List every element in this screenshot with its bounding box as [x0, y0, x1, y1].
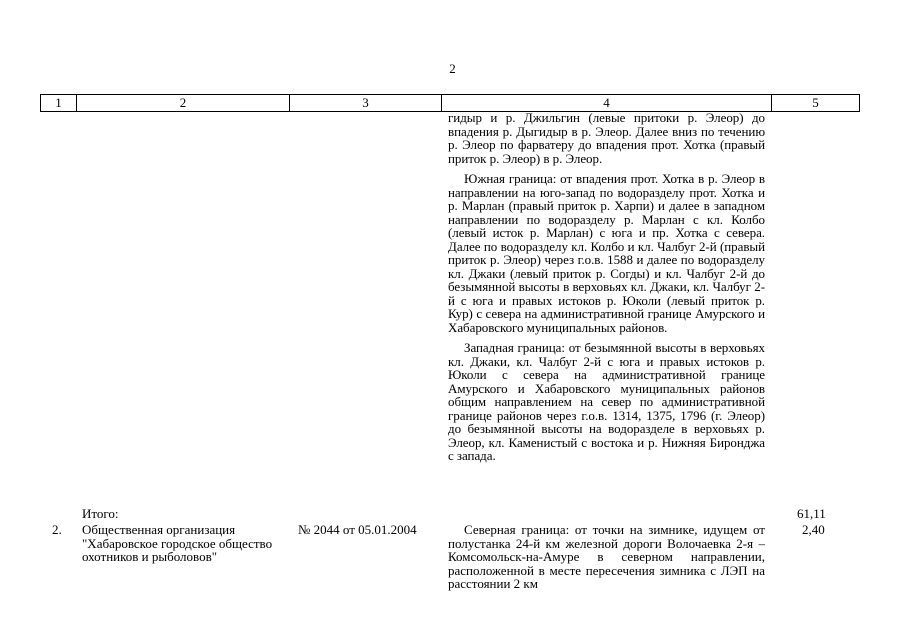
- south-boundary-text: Южная граница: от впадения прот. Хотка в р. Элеор в направлении на юго-запад по водоразделу прот. Хотка и р. Марлан (правый приток р. Харпи) и далее в западном направлении по водоразделу р. Марлан с кл. Колбо (левый исток р. Марлан) с юга и пр. Хотка с севера. Далее по водоразделу кл. Колбо и кл. Чалбуг 2-й (правый приток р. Элеор) через г.о.в. 1588 и далее по водоразделу кл. Джаки (левый приток р. Согды) и кл. Чалбуг 2-й до безымянной высоты в верховьях кл. Джаки, кл. Чалбуг 2-й с юга и правых истоков р. Юколи (левый приток р. Кур) с севера на административной границе Амурского и Хабаровского муниципальных районов.: [448, 171, 765, 335]
- header-col-5: 5: [812, 95, 819, 110]
- row2-number: 2.: [52, 522, 62, 537]
- north-boundary-text: Северная граница: от точки на зимнике, идущем от полустанка 24-й км железной дороги Волочаевка 2-я – Комсомольск-на-Амуре в северном направлении, расположенной в месте пересечения зимника с ЛЭП на расстоянии 2 км: [448, 522, 765, 591]
- row2-area: 2,40: [802, 522, 825, 537]
- row2-boundary-description: [448, 523, 765, 591]
- page-number: 2: [449, 61, 456, 76]
- header-col-3: 3: [290, 95, 442, 111]
- boundary-continuation-text: гидыр и р. Джильгин (левые притоки р. Элеор) до впадения р. Дыгидыр в р. Элеор. Далее вниз по течению р. Элеор по фарватеру до впадения прот. Хотка (правый приток р. Элеор) в р. Элеор.: [448, 110, 765, 166]
- total-label: Итого:: [82, 506, 119, 521]
- west-boundary-text: Западная граница: от безымянной высоты в верховьях кл. Джаки, кл. Чалбуг 2-й с юга и правых истоков р. Юколи с севера на административной границе Амурского и Хабаровского муниципальных районов общим направлением на север по административной границе районов через г.о.в. 1314, 1375, 1796 (г. Элеор) до безымянной высоты на водоразделе в верховьях р. Элеор, кл. Каменистый с востока и р. Нижняя Биронджа с запада.: [448, 340, 765, 463]
- header-col-2: 2: [77, 95, 290, 111]
- total-value: 61,11: [797, 506, 826, 521]
- header-col-4: 4: [442, 95, 772, 111]
- row2-organization: Общественная организация "Хабаровское городское общество охотников и рыболовов": [82, 522, 273, 564]
- header-col-1: 1: [41, 95, 77, 111]
- row2-document: № 2044 от 05.01.2004: [298, 522, 417, 537]
- row1-boundary-description: [448, 111, 765, 470]
